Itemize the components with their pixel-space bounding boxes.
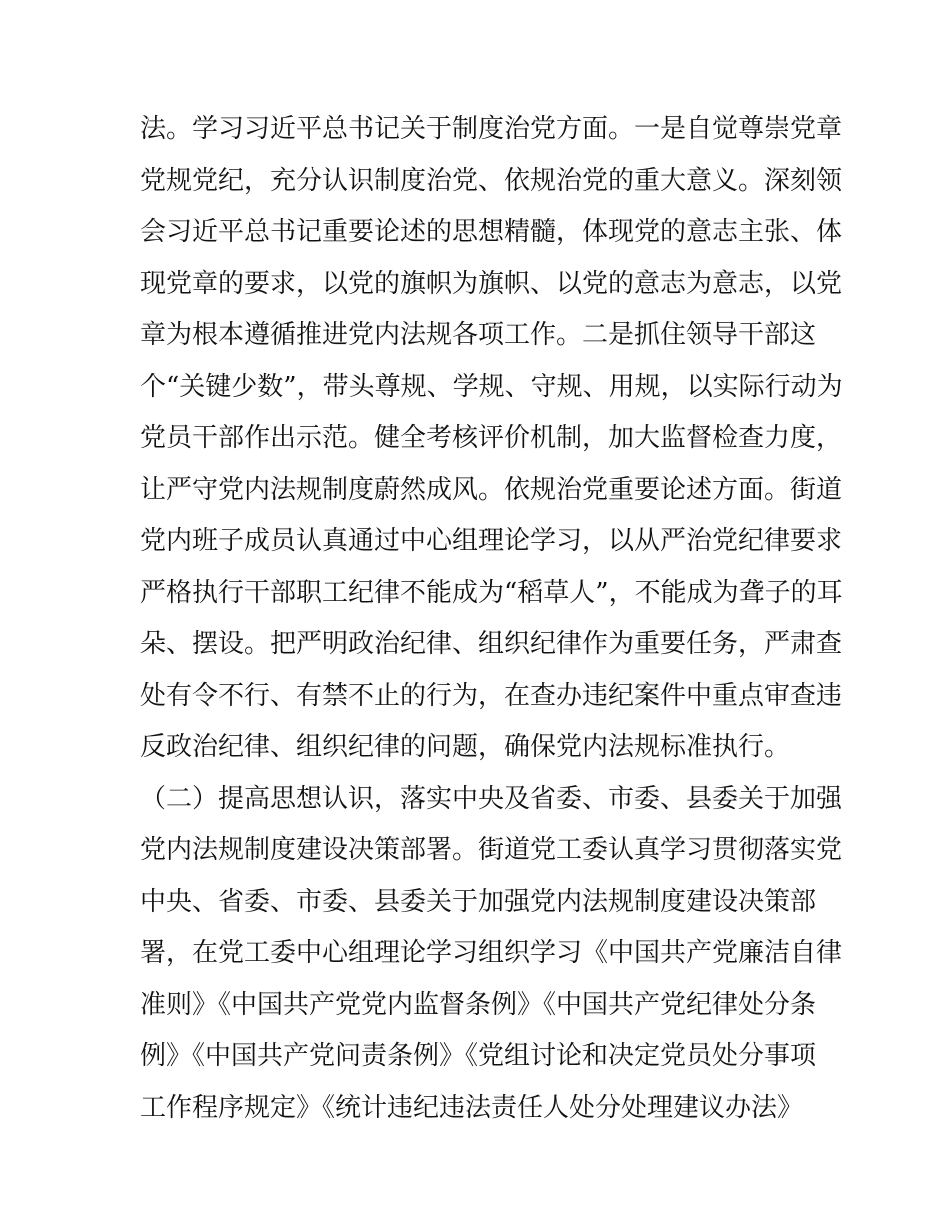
text-line: 处有令不行、有禁不止的行为，在查办违纪案件中重点审查违: [140, 680, 843, 711]
text-line: 会习近平总书记重要论述的思想精髓，体现党的意志主张、体: [140, 217, 843, 247]
text-line: 党员干部作出示范。健全考核评价机制，加大监督检查力度，: [140, 423, 843, 453]
text-line: 准则》《中国共产党党内监督条例》《中国共产党纪律处分条: [140, 989, 817, 1020]
section-heading-line: （二）提高思想认识，落实中央及省委、市委、县委关于加强: [140, 783, 843, 814]
text-line: 工作程序规定》《统计违纪违法责任人处分处理建议办法》: [140, 1092, 804, 1123]
body-text: [140, 104, 843, 1134]
text-line: 反政治纪律、组织纪律的问题，确保党内法规标准执行。: [140, 732, 791, 762]
text-line: 党内班子成员认真通过中心组理论学习，以从严治党纪律要求: [140, 526, 843, 556]
text-line: 朵、摆设。把严明政治纪律、组织纪律作为重要任务，严肃查: [140, 629, 843, 659]
text-line: 例》《中国共产党问责条例》《党组讨论和决定党员处分事项: [140, 1041, 817, 1071]
text-line: 章为根本遵循推进党内法规各项工作。二是抓住领导干部这: [140, 320, 817, 350]
text-line: 党内法规制度建设决策部署。街道党工委认真学习贯彻落实党: [140, 835, 843, 865]
text-line: 党规党纪，充分认识制度治党、依规治党的重大意义。深刻领: [140, 165, 843, 196]
text-line: 个“关键少数”，带头尊规、学规、守规、用规，以实际行动为: [140, 371, 843, 402]
text-line: 中央、省委、市委、县委关于加强党内法规制度建设决策部: [140, 886, 817, 917]
text-line: 让严守党内法规制度蔚然成风。依规治党重要论述方面。街道: [140, 474, 843, 505]
text-line: 署，在党工委中心组理论学习组织学习《中国共产党廉洁自律: [140, 938, 843, 968]
text-line: 严格执行干部职工纪律不能成为“稻草人”，不能成为聋子的耳: [140, 577, 843, 608]
text-line: 法。学习习近平总书记关于制度治党方面。一是自觉尊崇党章: [140, 114, 843, 144]
text-line: 现党章的要求，以党的旗帜为旗帜、以党的意志为意志，以党: [140, 268, 843, 299]
